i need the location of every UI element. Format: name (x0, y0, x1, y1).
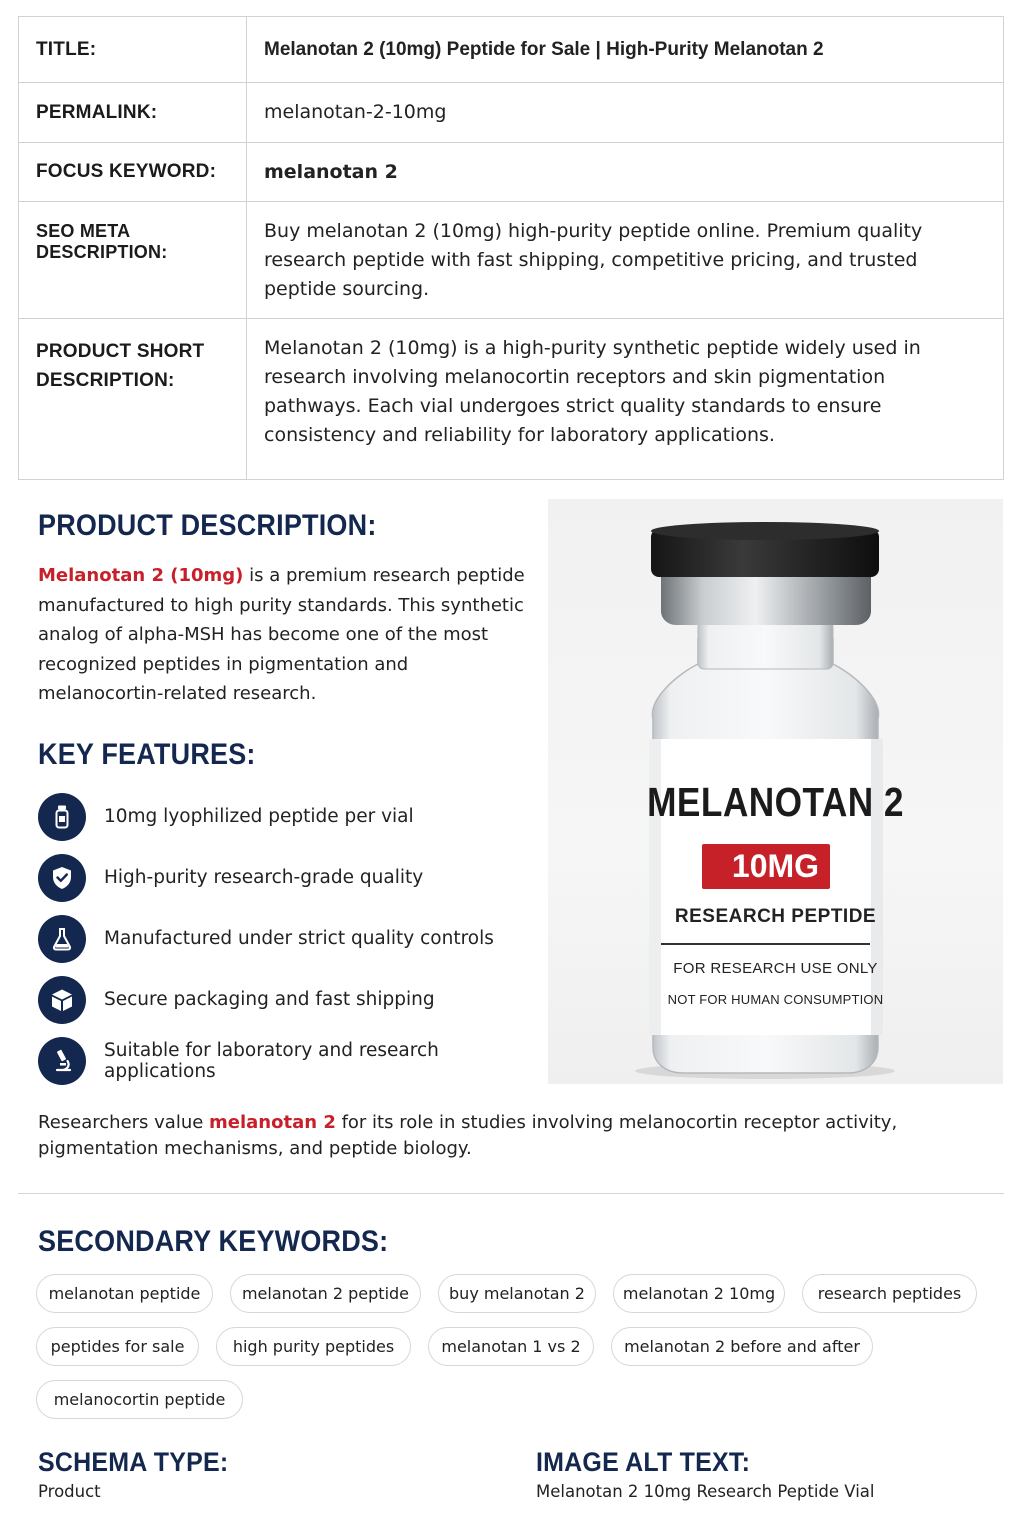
feature-label: Suitable for laboratory and research applications (104, 1039, 439, 1082)
meta-description-value: Buy melanotan 2 (10mg) high-purity peptide online. Premium quality research peptide with fast shipping, competitive pricing, and trusted peptide sourcing. (247, 202, 1004, 319)
product-description-body: is a premium research peptide manufactured to high purity standards. This synthetic analog of alpha-MSH has become one of the most recognized peptides in pigmentation and melanocortin-related research. (38, 565, 525, 705)
focus-keyword-row (19, 143, 1004, 202)
researchers-suffix: for its role in studies involving melanocortin receptor activity, pigmentation mechanisms, and peptide biology. (38, 1112, 898, 1159)
box-icon (38, 976, 86, 1024)
keyword-chip[interactable]: melanotan 1 vs 2 (428, 1327, 594, 1366)
keyword-chip[interactable]: buy melanotan 2 (438, 1274, 596, 1313)
flask-icon (38, 915, 86, 963)
microscope-icon (38, 1037, 86, 1085)
focus-keyword-label: FOCUS KEYWORD: (19, 143, 247, 202)
keyword-chip[interactable]: melanotan 2 10mg (613, 1274, 785, 1313)
keyword-chip[interactable]: melanotan peptide (36, 1274, 213, 1313)
permalink-label: PERMALINK: (19, 83, 247, 143)
secondary-keywords-heading: SECONDARY KEYWORDS: (38, 1225, 389, 1258)
feature-label: Secure packaging and fast shipping (104, 989, 435, 1010)
title-row (19, 17, 1004, 83)
key-features-heading: KEY FEATURES: (38, 738, 256, 771)
short-description-label-line1: PRODUCT SHORT (36, 341, 205, 362)
vial-dose-text: 10MG (731, 848, 820, 884)
keyword-chip[interactable]: research peptides (802, 1274, 977, 1313)
feature-label: Manufactured under strict quality controls (104, 928, 494, 949)
keyword-chip[interactable]: melanotan 2 peptide (230, 1274, 421, 1313)
image-alt-text-heading: IMAGE ALT TEXT: (536, 1447, 751, 1478)
vial-label-divider (661, 943, 870, 945)
short-description-label-line2: DESCRIPTION: (36, 370, 175, 391)
vial-type-text: RESEARCH PEPTIDE (674, 906, 877, 927)
feature-item (38, 786, 548, 847)
schema-type-heading: SCHEMA TYPE: (38, 1447, 229, 1478)
keyword-chip[interactable]: melanotan 2 before and after (611, 1327, 873, 1366)
short-description-label (19, 319, 247, 480)
keyword-chip[interactable]: melanocortin peptide (36, 1380, 243, 1419)
researchers-highlight: melanotan 2 (209, 1112, 336, 1133)
permalink-row (19, 83, 1004, 143)
image-alt-text-value: Melanotan 2 10mg Research Peptide Vial (536, 1482, 875, 1501)
vial-warning-consumption: NOT FOR HUMAN CONSUMPTION (667, 992, 884, 1007)
vial-icon (38, 793, 86, 841)
keyword-chip[interactable]: high purity peptides (216, 1327, 411, 1366)
feature-label: High-purity research-grade quality (104, 867, 424, 888)
meta-description-label: SEO META DESCRIPTION: (19, 202, 247, 319)
title-value: Melanotan 2 (10mg) Peptide for Sale | High-Purity Melanotan 2 (247, 17, 1004, 83)
feature-item (38, 969, 548, 1030)
feature-item (38, 1030, 548, 1091)
title-label: TITLE: (19, 17, 247, 83)
vial-product-name: MELANOTAN 2 (647, 779, 904, 825)
features-list (38, 786, 548, 1091)
permalink-value[interactable]: melanotan-2-10mg (247, 83, 1004, 143)
schema-type-value: Product (38, 1482, 101, 1501)
short-description-row (19, 319, 1004, 480)
researchers-prefix: Researchers value (38, 1112, 210, 1133)
feature-item (38, 908, 548, 969)
short-description-value: Melanotan 2 (10mg) is a high-purity synthetic peptide widely used in research involving melanocortin receptors and skin pigmentation pathways. Each vial undergoes strict quality standards to ensure consistency and reliability for laboratory applications. (247, 319, 1004, 480)
product-description-text (38, 561, 538, 709)
shield-check-icon (38, 854, 86, 902)
product-description-heading: PRODUCT DESCRIPTION: (38, 509, 377, 542)
meta-description-row (19, 202, 1004, 319)
feature-label: 10mg lyophilized peptide per vial (104, 806, 414, 827)
section-divider (18, 1193, 1004, 1194)
researchers-paragraph (38, 1110, 988, 1162)
product-image (548, 499, 1003, 1084)
product-name-highlight: Melanotan 2 (10mg) (38, 565, 244, 586)
focus-keyword-value: melanotan 2 (247, 143, 1004, 202)
seo-table (18, 16, 1004, 480)
keyword-chip[interactable]: peptides for sale (36, 1327, 199, 1366)
feature-item (38, 847, 548, 908)
vial-warning-research: FOR RESEARCH USE ONLY (673, 960, 878, 977)
